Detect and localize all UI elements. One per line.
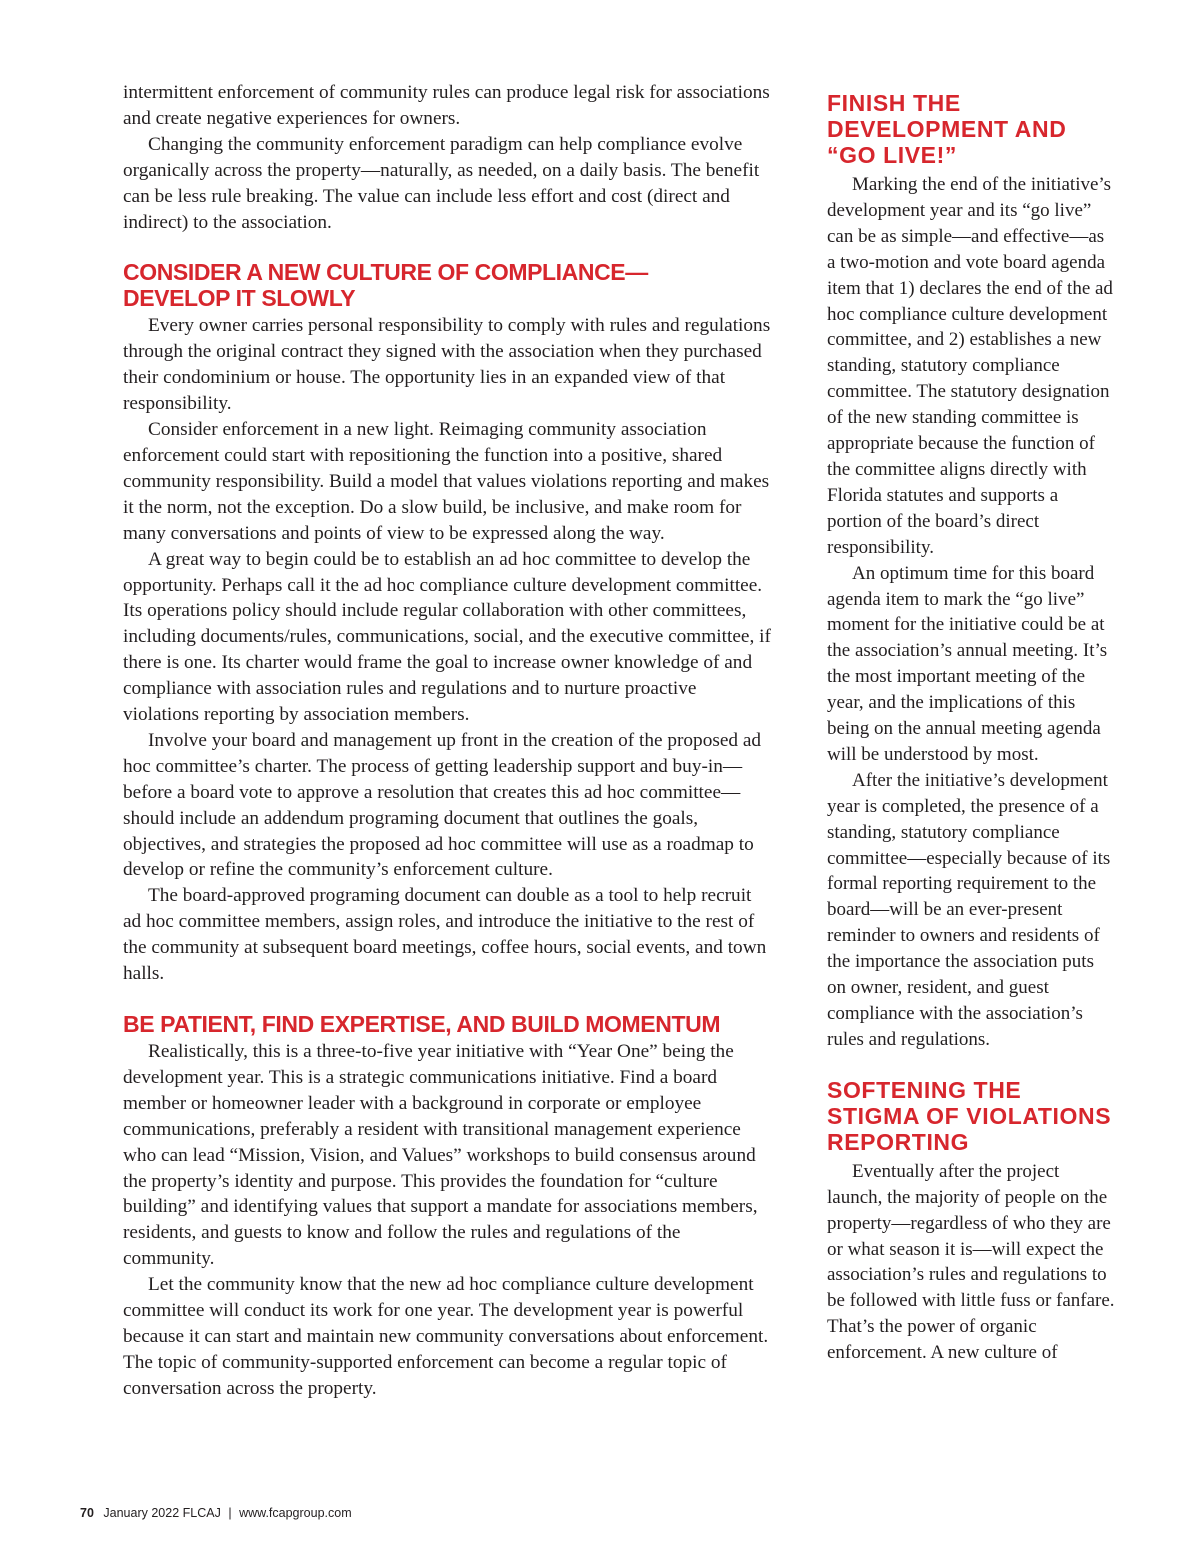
- culture-paragraph-5: The board-approved programing document can double as a tool to help recruit ad hoc committee members, assign roles, and introduce the initiative to the rest of the community at subsequent board meetings, coffee hours, social events, and town halls.: [123, 885, 767, 985]
- section-heading-culture: [123, 259, 773, 311]
- section-heading-finish-line1: FINISH THE: [827, 90, 961, 116]
- culture-paragraph-2: Consider enforcement in a new light. Reimaging community association enforcement could start with repositioning the function into a positive, shared community responsibility. Build a model that values violations reporting and makes it the norm, not the exception. Do a slow build, be inclusive, and make room for many conversations and points of view to be expressed along the way.: [123, 419, 770, 544]
- section-heading-softening-line2: STIGMA OF VIOLATIONS: [827, 1102, 1112, 1129]
- section-heading-culture-line1: CONSIDER A NEW CULTURE OF COMPLIANCE—: [123, 259, 648, 286]
- culture-paragraph-4: Involve your board and management up front in the creation of the proposed ad hoc committee’s charter. The process of getting leadership support and buy-in—before a board vote to approve a resolution that creates this ad hoc committee—should include an addendum programing document that outlines the goals, objectives, and strategies the proposed ad hoc committee will use as a roadmap to develop or refine the community’s enforcement culture.: [123, 729, 762, 881]
- finish-paragraph-3: After the initiative’s development year is completed, the presence of a standing, statutory compliance committee—especially because of its formal reporting requirement to the board—will be an ever-present reminder to owners and residents of the importance the association puts on owner, resident, and guest compliance with the association’s rules and regulations.: [827, 769, 1111, 1050]
- website-link[interactable]: www.fcapgroup.com: [239, 1506, 352, 1520]
- section-heading-softening-line3: REPORTING: [827, 1128, 970, 1155]
- finish-paragraph-2: An optimum time for this board agenda item to mark the “go live” moment for the initiative could be at the association’s annual meeting. It’s the most important meeting of the year, and the implications of this being on the annual meeting agenda will be understood by most.: [827, 562, 1108, 765]
- left-column: [123, 80, 773, 1402]
- section-heading-finish-line2: DEVELOPMENT AND: [827, 116, 1067, 142]
- patient-paragraph-1: Realistically, this is a three-to-five year initiative with “Year One” being the development year. This is a strategic communications initiative. Find a board member or homeowner leader with a background in corporate or employee communications, preferably a resident with transitional management experience who can lead “Mission, Vision, and Values” workshops to build consensus around the property’s identity and purpose. This provides the foundation for “culture building” and identifying values that support a mandate for associations members, residents, and guests to know and follow the rules and regulations of the community.: [123, 1041, 758, 1270]
- patient-paragraph-2: Let the community know that the new ad hoc compliance culture development committee will conduct its work for one year. The development year is powerful because it can start and maintain new community conversations about enforcement. The topic of community-supported enforcement can become a regular topic of conversation across the property.: [123, 1274, 769, 1399]
- section-heading-finish: [827, 90, 1117, 168]
- section-heading-softening: [827, 1077, 1117, 1155]
- right-column: [827, 90, 1117, 1366]
- softening-paragraph-1: Eventually after the project launch, the majority of people on the property—regardless of who they are or what season it is—will expect the association’s rules and regulations to be followed with little fuss or fanfare. That’s the power of organic enforcement. A new culture of: [827, 1160, 1115, 1364]
- finish-paragraph-1: Marking the end of the initiative’s development year and its “go live” can be as simple—and effective—as a two-motion and vote board agenda item that 1) declares the end of the ad hoc compliance culture development committee, and 2) establishes a new standing, statutory compliance committee. The statutory designation of the new standing committee is appropriate because the function of the committee aligns directly with Florida statutes and supports a portion of the board’s direct responsibility.: [827, 174, 1113, 558]
- section-heading-culture-line2: DEVELOP IT SLOWLY: [123, 285, 356, 312]
- publication-name: FLCAJ: [182, 1506, 221, 1520]
- issue-date: January 2022: [103, 1506, 180, 1520]
- intro-paragraph-1: intermittent enforcement of community rules can produce legal risk for associations and create negative experiences for owners.: [123, 82, 770, 129]
- page-number: 70: [80, 1506, 94, 1520]
- section-heading-patient: BE PATIENT, FIND EXPERTISE, AND BUILD MOMENTUM: [123, 1011, 721, 1037]
- culture-paragraph-3: A great way to begin could be to establish an ad hoc committee to develop the opportunity. Perhaps call it the ad hoc compliance culture development committee. Its operations policy should include regular collaboration with other committees, including documents/rules, communications, social, and the executive committee, if there is one. Its charter would frame the goal to increase owner knowledge of and compliance with association rules and regulations and to nurture proactive violations reporting by association members.: [123, 548, 771, 726]
- footer-separator: |: [228, 1506, 232, 1520]
- culture-paragraph-1: Every owner carries personal responsibility to comply with rules and regulations through the original contract they signed with the association when they purchased their condominium or house. The opportunity lies in an expanded view of that responsibility.: [123, 315, 771, 415]
- section-heading-softening-line1: SOFTENING THE: [827, 1076, 1022, 1103]
- intro-paragraph-2: Changing the community enforcement paradigm can help compliance evolve organically across the property—naturally, as needed, on a daily basis. The benefit can be less rule breaking. The value can include less effort and cost (direct and indirect) to the association.: [123, 133, 760, 233]
- page-footer: [80, 1506, 352, 1520]
- section-heading-finish-line3: “GO LIVE!”: [827, 142, 957, 168]
